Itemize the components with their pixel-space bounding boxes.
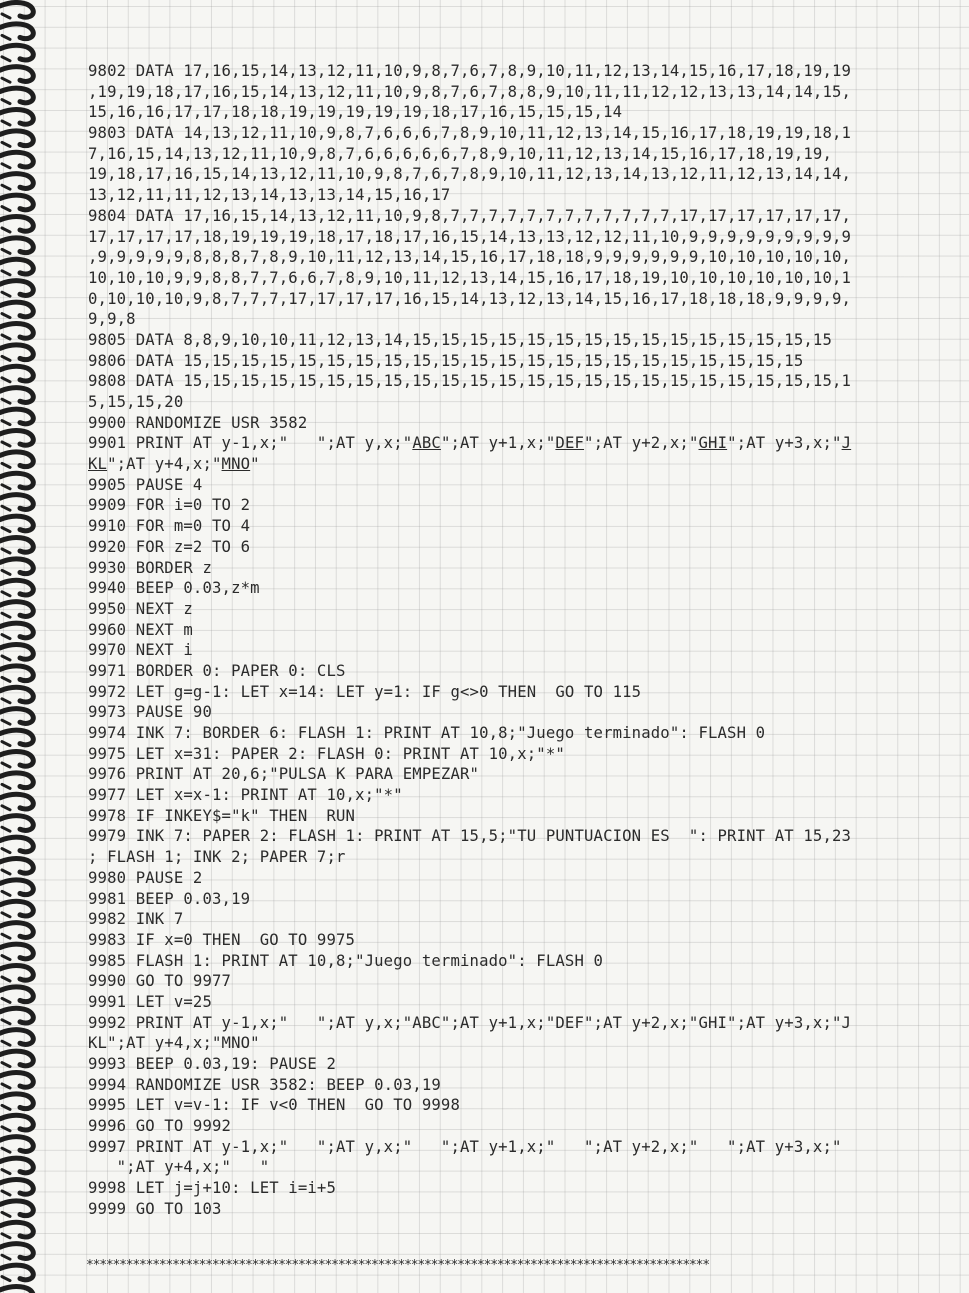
spiral-ring-stub	[2, 592, 10, 596]
spiral-ring-stub	[2, 656, 10, 660]
code-line: 9806 DATA 15,15,15,15,15,15,15,15,15,15,15,15,15,15,15,15,15,15,15,15,15,15	[88, 351, 804, 370]
spiral-ring-stub	[2, 1105, 10, 1109]
spiral-ring-stub	[2, 763, 10, 767]
spiral-ring-stub	[2, 1084, 10, 1088]
code-line: 7,16,15,14,13,12,11,10,9,8,7,6,6,6,6,6,7,8,9,10,11,12,13,14,15,16,17,18,19,19,	[88, 144, 832, 163]
spiral-ring-stub	[2, 742, 10, 746]
spiral-ring-stub	[2, 977, 10, 981]
spiral-ring-stub	[2, 613, 10, 617]
spiral-ring-stub	[2, 806, 10, 810]
spiral-ring-stub	[2, 677, 10, 681]
code-line: KL";AT y+4,x;"MNO"	[88, 455, 260, 474]
spiral-ring-stub	[2, 35, 10, 39]
code-line: 9982 INK 7	[88, 910, 184, 929]
spiral-ring-stub	[2, 1148, 10, 1152]
code-line: 9930 BORDER z	[88, 558, 212, 577]
code-line: KL";AT y+4,x;"MNO"	[88, 1034, 260, 1053]
spiral-ring-stub	[2, 1277, 10, 1281]
spiral-ring-stub	[2, 164, 10, 168]
spiral-ring-stub	[2, 399, 10, 403]
code-line: 9900 RANDOMIZE USR 3582	[88, 413, 308, 432]
code-line: 9803 DATA 14,13,12,11,10,9,8,7,6,6,6,7,8,9,10,11,12,13,14,15,16,17,18,19,19,18,1	[88, 124, 852, 143]
code-line: 9978 IF INKEY$="k" THEN RUN	[88, 806, 356, 825]
spiral-ring-stub	[2, 249, 10, 253]
code-line: 9979 INK 7: PAPER 2: FLASH 1: PRINT AT 15,5;"TU PUNTUACION ES ": PRINT AT 15,23	[88, 827, 852, 846]
spiral-ring-stub	[2, 78, 10, 82]
code-line: 10,10,10,9,9,8,8,7,7,6,6,7,8,9,10,11,12,13,14,15,16,17,18,19,10,10,10,10,10,10,1	[88, 268, 852, 287]
code-line: 9994 RANDOMIZE USR 3582: BEEP 0.03,19	[88, 1075, 441, 1094]
spiral-ring-stub	[2, 463, 10, 467]
spiral-ring-stub	[2, 378, 10, 382]
code-line: 9983 IF x=0 THEN GO TO 9975	[88, 930, 356, 949]
spiral-ring-stub	[2, 784, 10, 788]
code-line: 0,10,10,10,9,8,7,7,7,17,17,17,17,16,15,14,13,12,13,14,15,16,17,18,18,18,9,9,9,9,	[88, 289, 852, 308]
spiral-ring-stub	[2, 1170, 10, 1174]
spiral-ring-stub	[2, 998, 10, 1002]
code-line: 9996 GO TO 9992	[88, 1117, 232, 1136]
code-line: 15,16,16,17,17,18,18,19,19,19,19,19,18,17,16,15,15,15,14	[88, 103, 623, 122]
spiral-ring-stub	[2, 292, 10, 296]
spiral-ring-stub	[2, 827, 10, 831]
code-line: 5,15,15,20	[88, 393, 184, 411]
spiral-ring-stub	[2, 870, 10, 874]
spiral-ring-stub	[2, 528, 10, 532]
spiral-ring-stub	[2, 356, 10, 360]
basic-listing	[88, 61, 908, 1240]
spiral-ring-stub	[2, 14, 10, 18]
spiral-ring-stub	[2, 570, 10, 574]
code-line: 9981 BEEP 0.03,19	[88, 889, 251, 908]
code-line: ";AT y+4,x;" "	[88, 1158, 270, 1177]
code-line: 9995 LET v=v-1: IF v<0 THEN GO TO 9998	[88, 1096, 460, 1115]
code-line: 9973 PAUSE 90	[88, 703, 212, 722]
code-line: 19,18,17,16,15,14,13,12,11,10,9,8,7,6,7,8,9,10,11,12,13,14,13,12,11,12,13,14,14,	[88, 165, 852, 184]
spiral-ring-stub	[2, 913, 10, 917]
spiral-ring-stub	[2, 1191, 10, 1195]
code-line: 9910 FOR m=0 TO 4	[88, 517, 251, 536]
code-line: 9980 PAUSE 2	[88, 868, 203, 887]
code-line: 9808 DATA 15,15,15,15,15,15,15,15,15,15,15,15,15,15,15,15,15,15,15,15,15,15,15,1	[88, 372, 852, 391]
spiral-ring-stub	[2, 1255, 10, 1259]
asterisk-separator: **********************************************************************************************	[86, 1258, 709, 1273]
code-line: 9974 INK 7: BORDER 6: FLASH 1: PRINT AT 10,8;"Juego terminado": FLASH 0	[88, 724, 766, 742]
spiral-ring-stub	[2, 699, 10, 703]
code-line: 9985 FLASH 1: PRINT AT 10,8;"Juego terminado": FLASH 0	[88, 951, 604, 970]
code-line: 13,12,11,11,12,13,14,13,13,14,15,16,17	[88, 186, 451, 205]
code-line: 9940 BEEP 0.03,z*m	[88, 579, 260, 598]
code-line: 9,9,8	[88, 310, 136, 329]
spiral-ring-stub	[2, 635, 10, 639]
code-line: 9805 DATA 8,8,9,10,10,11,12,13,14,15,15,15,15,15,15,15,15,15,15,15,15,15,15,15	[88, 330, 832, 349]
spiral-ring-stub	[2, 335, 10, 339]
spiral-binding	[0, 0, 46, 1293]
code-line: 9901 PRINT AT y-1,x;" ";AT y,x;"ABC";AT y+1,x;"DEF";AT y+2,x;"GHI";AT y+3,x;"J	[88, 434, 852, 453]
code-line: 9997 PRINT AT y-1,x;" ";AT y,x;" ";AT y+1,x;" ";AT y+2,x;" ";AT y+3,x;"	[88, 1137, 842, 1156]
spiral-ring-stub	[2, 121, 10, 125]
code-line: 9991 LET v=25	[88, 992, 212, 1011]
spiral-ring-stub	[2, 549, 10, 553]
spiral-ring-stub	[2, 314, 10, 318]
code-line: 9802 DATA 17,16,15,14,13,12,11,10,9,8,7,6,7,8,9,10,11,12,13,14,15,16,17,18,19,19	[88, 62, 852, 80]
code-line: 9993 BEEP 0.03,19: PAUSE 2	[88, 1055, 336, 1073]
spiral-ring-stub	[2, 421, 10, 425]
code-line: 9950 NEXT z	[88, 599, 193, 618]
code-line: 9990 GO TO 9977	[88, 972, 232, 991]
spiral-ring-stub	[2, 891, 10, 895]
spiral-ring-stub	[2, 57, 10, 61]
code-line: 9909 FOR i=0 TO 2	[88, 496, 251, 515]
spiral-ring-stub	[2, 1212, 10, 1216]
spiral-ring-stub	[2, 100, 10, 104]
code-line: 9970 NEXT i	[88, 641, 193, 660]
code-line: ,9,9,9,9,9,8,8,8,7,8,9,10,11,12,13,14,15,16,17,18,18,9,9,9,9,9,9,10,10,10,10,10,	[88, 248, 852, 267]
code-line: 9977 LET x=x-1: PRINT AT 10,x;"*"	[88, 786, 403, 805]
code-line: 9976 PRINT AT 20,6;"PULSA K PARA EMPEZAR"	[88, 765, 480, 784]
spiral-ring-stub	[2, 1041, 10, 1045]
code-line: 9975 LET x=31: PAPER 2: FLASH 0: PRINT AT 10,x;"*"	[88, 744, 565, 763]
code-line: 9998 LET j=j+10: LET i=i+5	[88, 1179, 336, 1198]
spiral-ring-stub	[2, 956, 10, 960]
code-line: ,19,19,18,17,16,15,14,13,12,11,10,9,8,7,6,7,8,8,9,10,11,11,12,12,13,13,14,14,15,	[88, 82, 852, 101]
spiral-ring-stub	[2, 720, 10, 724]
code-line: 9804 DATA 17,16,15,14,13,12,11,10,9,8,7,7,7,7,7,7,7,7,7,7,7,7,17,17,17,17,17,17,	[88, 206, 852, 225]
code-line: 9971 BORDER 0: PAPER 0: CLS	[88, 661, 346, 680]
spiral-ring-stub	[2, 207, 10, 211]
spiral-ring-stub	[2, 228, 10, 232]
code-line: 9972 LET g=g-1: LET x=14: LET y=1: IF g<>0 THEN GO TO 115	[88, 682, 642, 701]
code-line: 9960 NEXT m	[88, 620, 193, 639]
spiral-ring-stub	[2, 849, 10, 853]
code-line: 9999 GO TO 103	[88, 1199, 222, 1218]
code-line: 9992 PRINT AT y-1,x;" ";AT y,x;"ABC";AT y+1,x;"DEF";AT y+2,x;"GHI";AT y+3,x;"J	[88, 1013, 852, 1032]
code-line	[88, 1220, 908, 1241]
spiral-ring-stub	[2, 485, 10, 489]
code-line: 9920 FOR z=2 TO 6	[88, 537, 251, 556]
spiral-ring-stub	[2, 1063, 10, 1067]
spiral-ring-stub	[2, 934, 10, 938]
spiral-ring	[0, 1287, 33, 1293]
spiral-ring-stub	[2, 1020, 10, 1024]
spiral-ring-stub	[2, 185, 10, 189]
code-line: 9905 PAUSE 4	[88, 475, 203, 494]
code-line: 17,17,17,17,18,19,19,19,18,17,18,17,16,15,14,13,13,12,12,11,10,9,9,9,9,9,9,9,9,9	[88, 227, 852, 246]
spiral-ring-stub	[2, 271, 10, 275]
spiral-ring-stub	[2, 1234, 10, 1238]
spiral-ring-stub	[2, 142, 10, 146]
spiral-ring-stub	[2, 1127, 10, 1131]
code-line: ; FLASH 1; INK 2; PAPER 7;r	[88, 848, 346, 867]
spiral-ring-stub	[2, 506, 10, 510]
spiral-ring-stub	[2, 442, 10, 446]
